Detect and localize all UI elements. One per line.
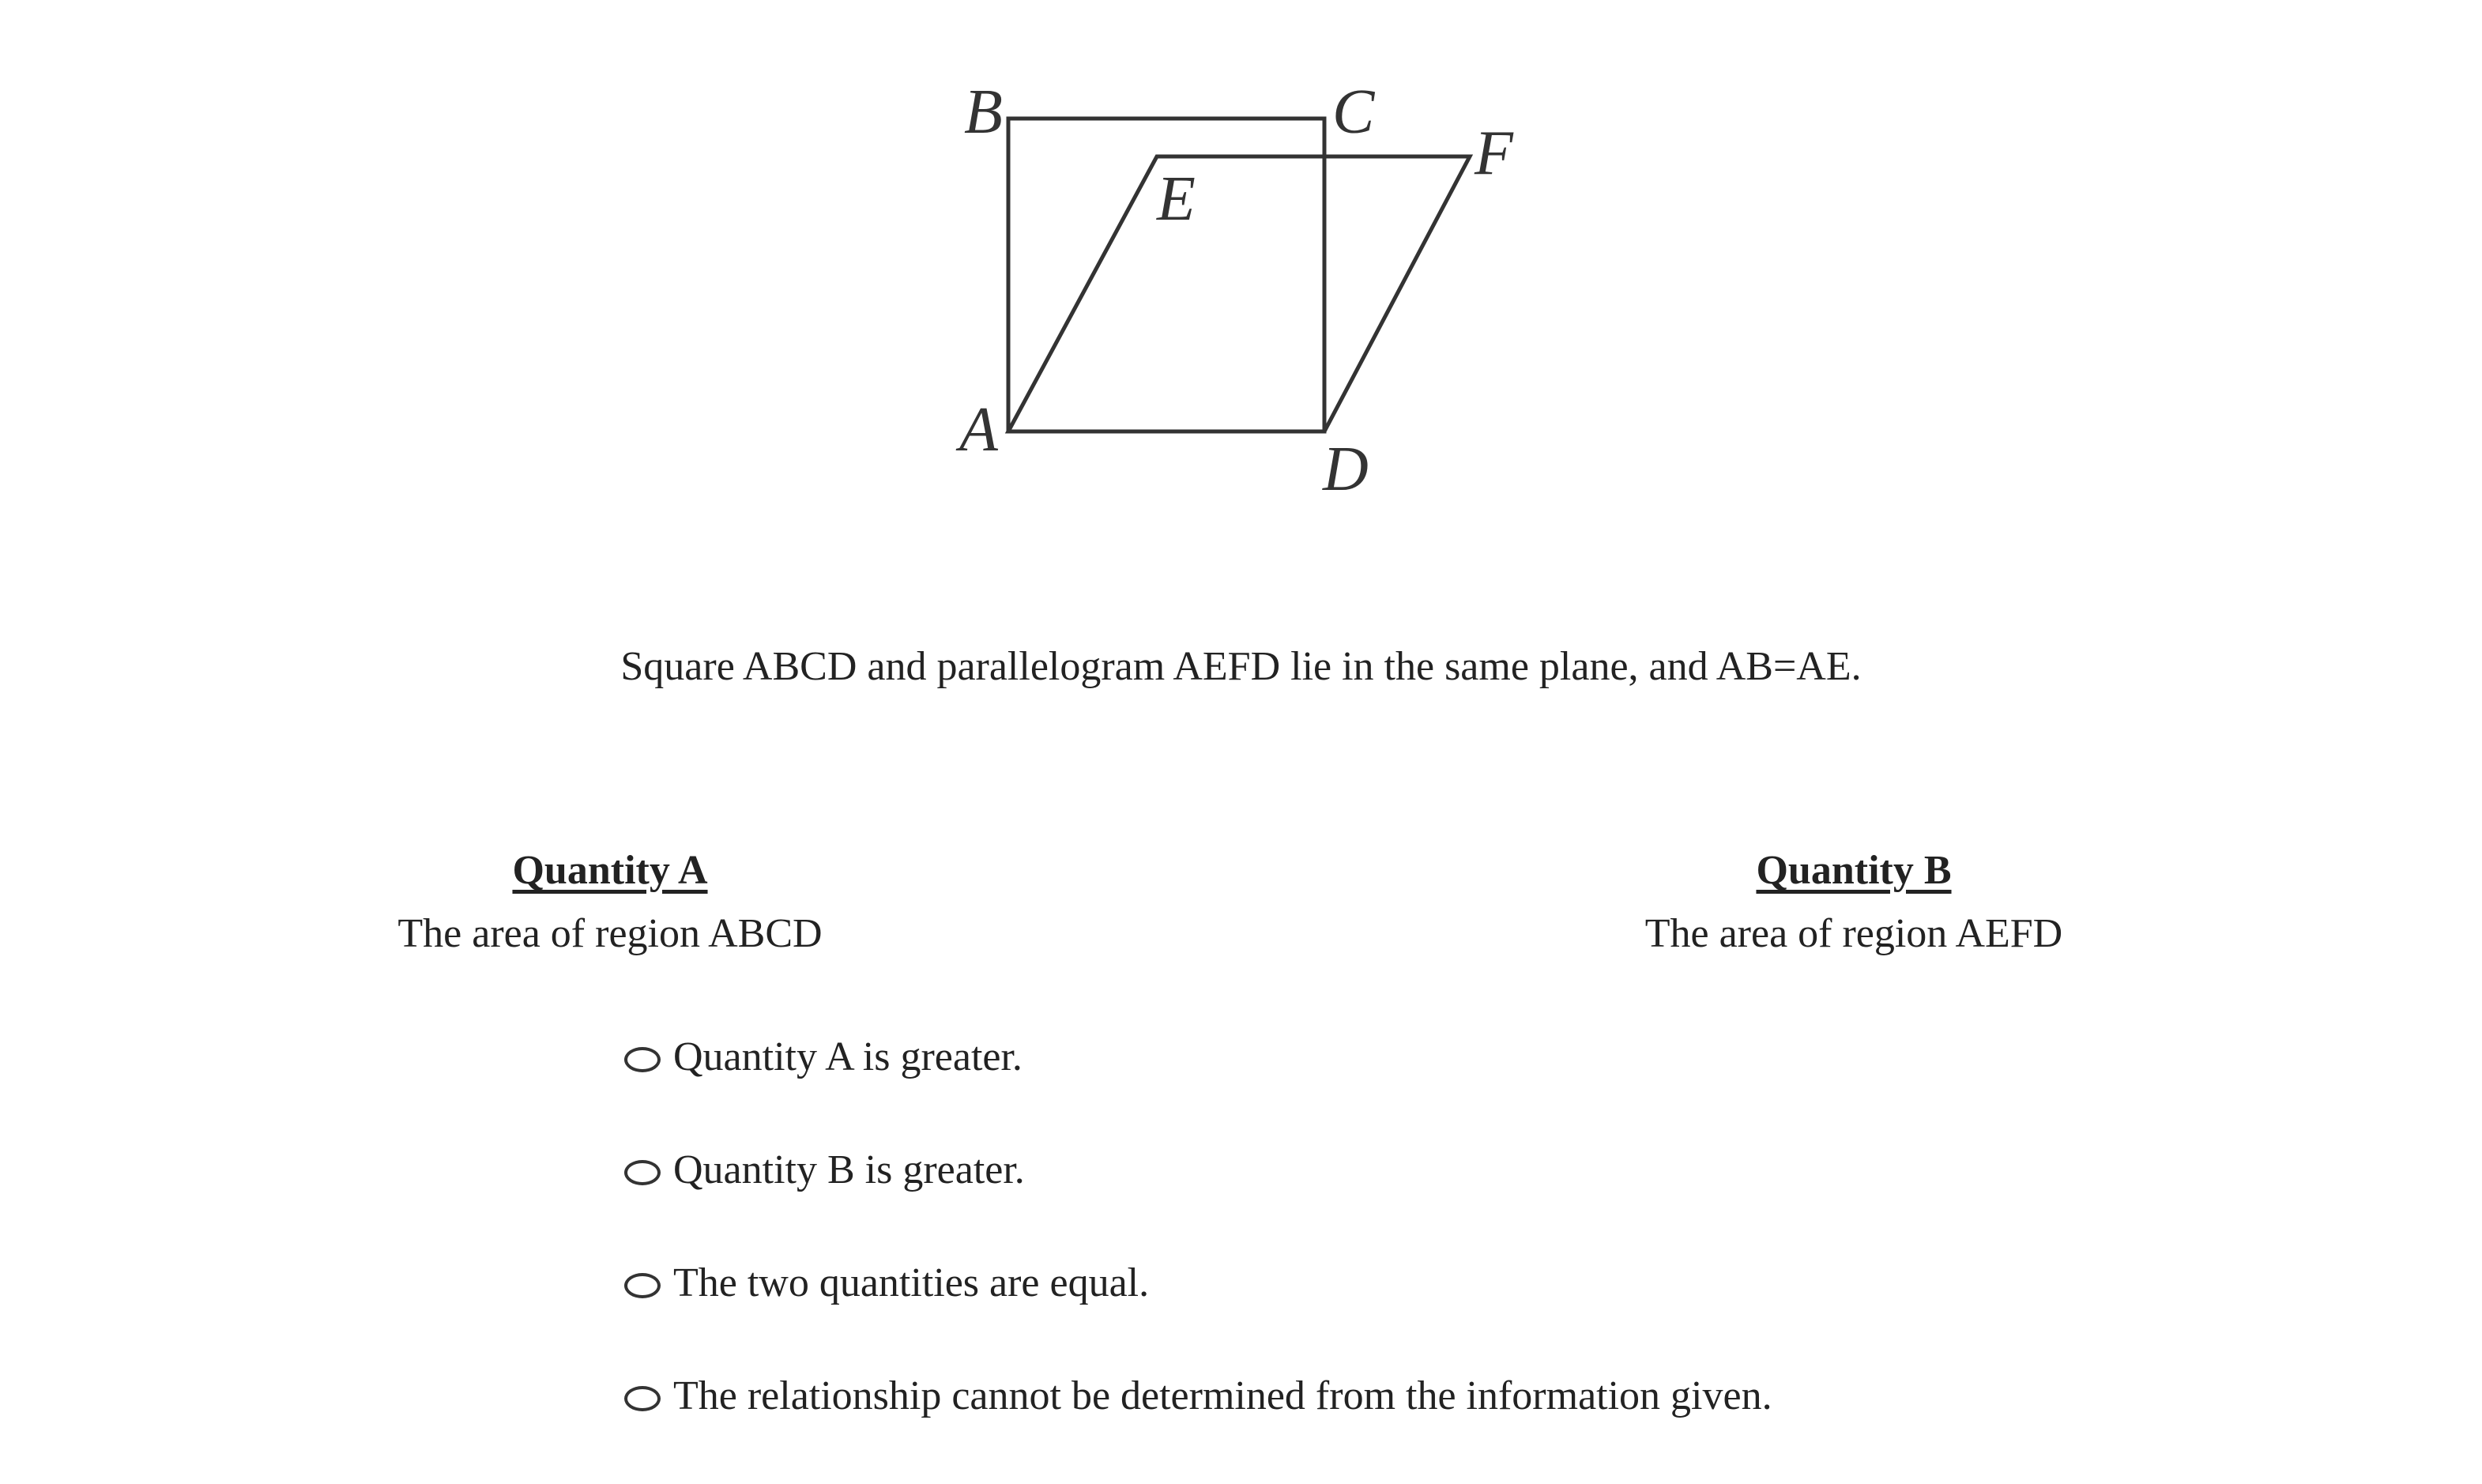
answer-choice-label: Quantity A is greater. (673, 1034, 1023, 1079)
vertex-label-e: E (1157, 164, 1196, 234)
answer-choice-b-greater[interactable] (624, 1145, 1772, 1196)
radio-button-icon[interactable] (624, 1160, 661, 1185)
vertex-label-b: B (964, 77, 1003, 147)
quantity-b-column (1459, 846, 2249, 959)
vertex-label-d: D (1323, 435, 1369, 504)
answer-choices (624, 1032, 1772, 1484)
answer-choice-label: The relationship cannot be determined from the information given. (673, 1373, 1772, 1418)
quantity-a-description: The area of region ABCD (397, 911, 823, 956)
answer-choice-label: Quantity B is greater. (673, 1147, 1025, 1192)
answer-choice-a-greater[interactable] (624, 1032, 1772, 1083)
geometry-figure (932, 71, 1580, 514)
quantity-a-heading: Quantity A (512, 848, 708, 893)
parallelogram-aefd (1008, 156, 1470, 431)
vertex-label-c: C (1332, 77, 1375, 147)
answer-choice-label: The two quantities are equal. (673, 1260, 1150, 1305)
answer-choice-equal[interactable] (624, 1258, 1772, 1309)
radio-button-icon[interactable] (624, 1047, 661, 1072)
question-stem: Square ABCD and parallelogram AEFD lie in the same plane, and AB=AE. (620, 644, 1862, 689)
radio-button-icon[interactable] (624, 1273, 661, 1298)
radio-button-icon[interactable] (624, 1386, 661, 1411)
answer-choice-cannot-determine[interactable] (624, 1371, 1772, 1422)
vertex-label-f: F (1475, 119, 1513, 188)
vertex-label-a: A (959, 395, 998, 465)
quantity-b-description: The area of region AEFD (1644, 911, 2063, 956)
quantity-b-heading: Quantity B (1756, 848, 1952, 893)
quantity-a-column (215, 846, 1005, 959)
